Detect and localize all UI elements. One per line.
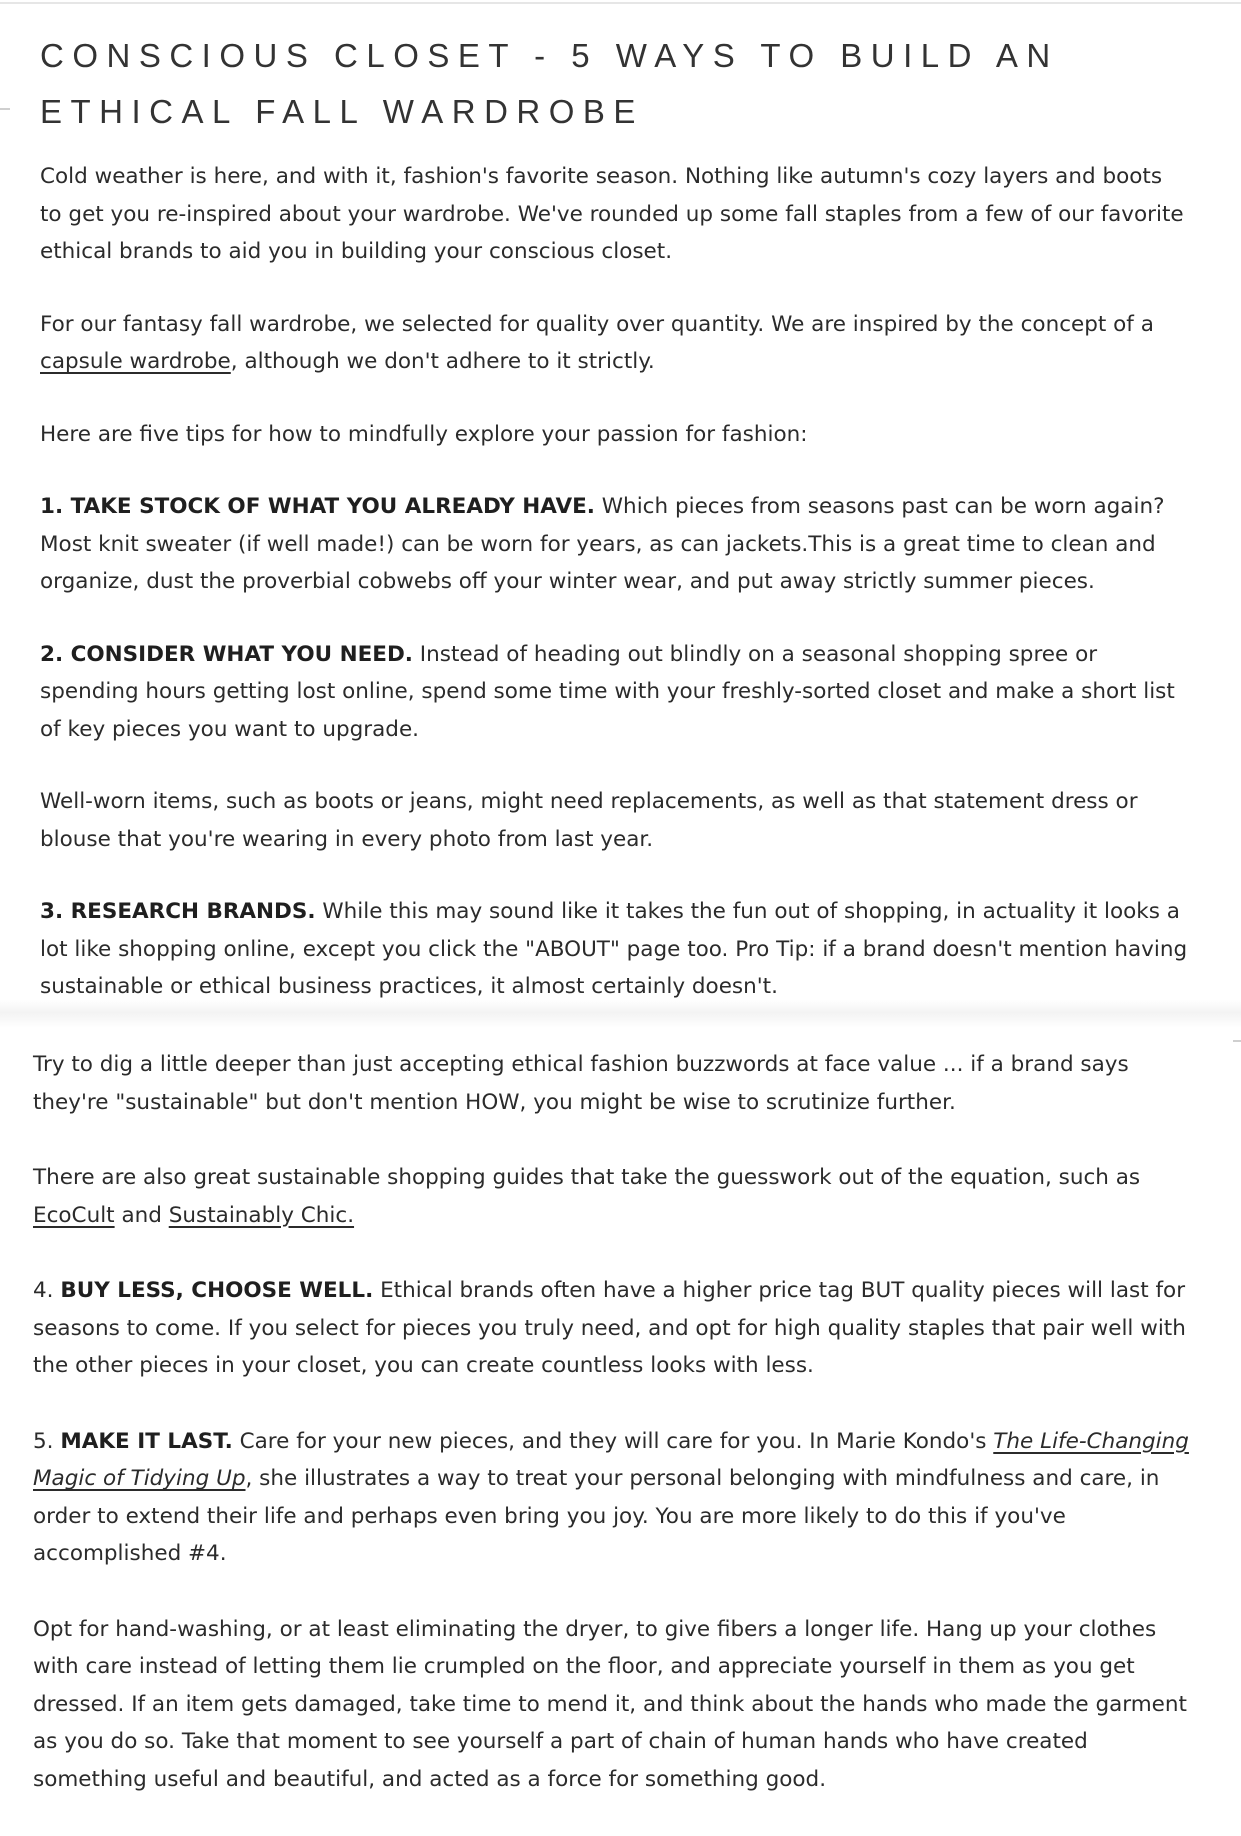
guides-text-mid: and	[114, 1202, 169, 1228]
capsule-paragraph	[40, 306, 1190, 381]
left-edge-mark	[0, 108, 10, 110]
tip-1-heading: 1. TAKE STOCK OF WHAT YOU ALREADY HAVE.	[40, 494, 595, 519]
tip-3-text: While this may sound like it takes the fun out of shopping, in actuality it looks a lot like shopping online, except you click the "ABOUT" page too. Pro Tip: if a brand doesn't mention having sustainable or ethical business practices, it almost certainly doesn't.	[40, 899, 1188, 999]
intro-paragraph: Cold weather is here, and with it, fashion's favorite season. Nothing like autumn's cozy layers and boots to get you re-inspired about your wardrobe. We've rounded up some fall staples from a few of our favorite ethical brands to aid you in building your conscious closet.	[40, 164, 1184, 264]
article-title: CONSCIOUS CLOSET - 5 WAYS TO BUILD AN ETHICAL FALL WARDROBE	[40, 37, 1059, 130]
sustainably-chic-link[interactable]: Sustainably Chic.	[168, 1202, 355, 1228]
tip-3-paragraph	[40, 893, 1190, 1006]
article-upper-section	[40, 28, 1190, 1041]
closing-paragraph: Opt for hand-washing, or at least eliminating the dryer, to give fibers a longer life. Hang up your clothes with care instead of letting them lie crumpled on the floor, and appreciate yourself in them as you get dressed. If an item gets damaged, take time to mend it, and think about the hands who made the garment as you do so. Take that moment to see yourself a part of chain of human hands who have created something useful and beautiful, and acted as a force for something good.	[33, 1616, 1187, 1792]
tip-5-paragraph	[33, 1423, 1193, 1573]
guides-text-before: There are also great sustainable shopping guides that take the guesswork out of the equation, such as	[33, 1165, 1141, 1190]
tip-5-text-after: , she illustrates a way to treat your personal belonging with mindfulness and care, in order to extend their life and perhaps even bring you joy. You are more likely to do this if you've accomplished #4.	[33, 1466, 1160, 1566]
capsule-text-before: For our fantasy fall wardrobe, we selected for quality over quantity. We are inspired by the concept of a	[40, 311, 1154, 337]
tip-4-number: 4.	[33, 1278, 61, 1303]
tip-5-heading: MAKE IT LAST.	[60, 1428, 233, 1454]
tip-1-paragraph	[40, 488, 1190, 601]
tip-5-text: Care for your new pieces, and they will care for you. In Marie Kondo's	[232, 1428, 994, 1454]
guides-paragraph	[33, 1159, 1193, 1234]
capsule-wardrobe-link[interactable]: capsule wardrobe	[40, 349, 231, 374]
tip-3-extra-paragraph: Try to dig a little deeper than just accepting ethical fashion buzzwords at face value ... if a brand says they're "sustainable" but don't mention HOW, you might be wise to scrutinize further.	[33, 1052, 1129, 1115]
tip-5-number: 5.	[33, 1428, 61, 1454]
book-title-link[interactable]: The Life-Changing Magic of Tidying Up	[33, 1428, 1189, 1491]
tip-2-paragraph	[40, 636, 1190, 749]
tip-3-heading: 3. RESEARCH BRANDS.	[40, 899, 316, 924]
tips-intro-paragraph: Here are five tips for how to mindfully explore your passion for fashion:	[40, 421, 808, 447]
article-lower-section	[33, 1046, 1193, 1836]
tip-1-text: Which pieces from seasons past can be worn again? Most knit sweater (if well made!) can be worn for years, as can jackets.This is a great time to clean and organize, dust the proverbial cobwebs off your winter wear, and put away strictly summer pieces.	[40, 494, 1165, 594]
tip-4-heading: BUY LESS, CHOOSE WELL.	[60, 1278, 374, 1303]
capsule-text-after: , although we don't adhere to it strictly.	[230, 349, 655, 374]
tip-2-extra-paragraph: Well-worn items, such as boots or jeans, might need replacements, as well as that statement dress or blouse that you're wearing in every photo from last year.	[40, 789, 1138, 852]
tip-4-paragraph	[33, 1272, 1193, 1385]
tip-2-heading: 2. CONSIDER WHAT YOU NEED.	[40, 641, 413, 667]
tip-2-text: Instead of heading out blindly on a seasonal shopping spree or spending hours getting lost online, spend some time with your freshly-sorted closet and make a short list of key pieces you want to upgrade.	[40, 641, 1175, 742]
tip-4-text: Ethical brands often have a higher price tag BUT quality pieces will last for seasons to come. If you select for pieces you truly need, and opt for high quality staples that pair well with the other pieces in your closet, you can create countless looks with less.	[33, 1278, 1186, 1378]
ecocult-link[interactable]: EcoCult	[33, 1202, 115, 1228]
right-edge-mark	[1233, 1040, 1241, 1042]
top-divider	[0, 2, 1241, 4]
